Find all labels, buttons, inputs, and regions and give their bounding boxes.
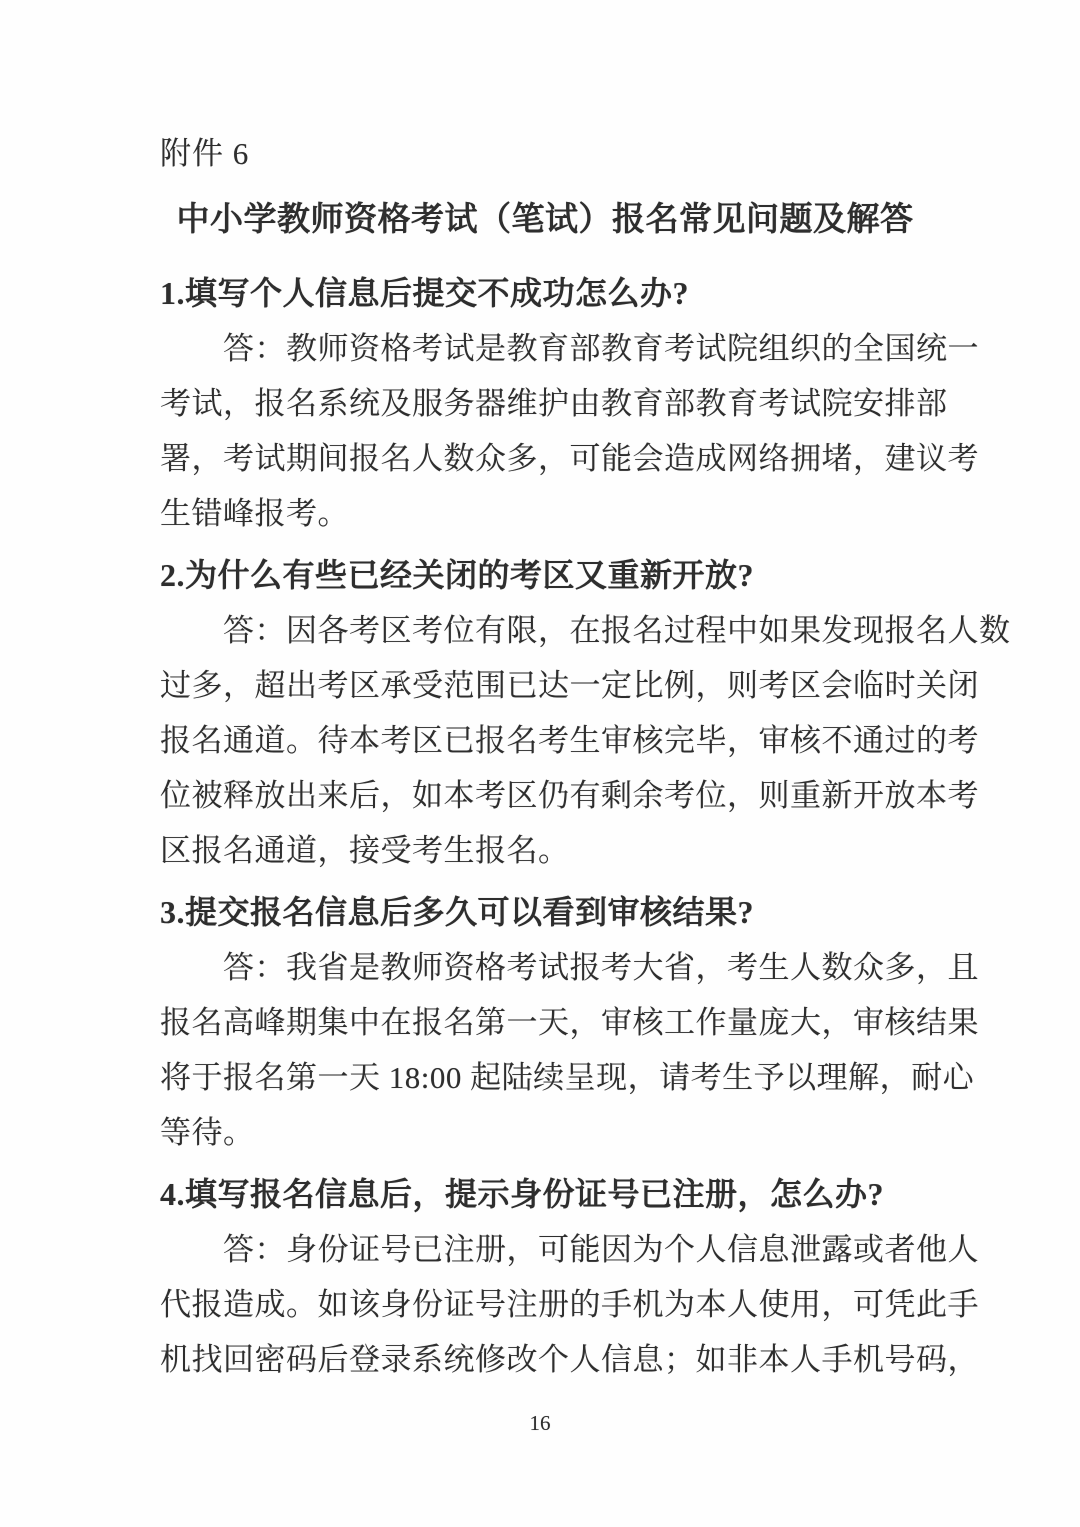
answer-line: 将于报名第一天 18:00 起陆续呈现，请考生予以理解，耐心 [160, 1060, 975, 1095]
answer-line: 答：教师资格考试是教育部教育考试院组织的全国统一 [223, 331, 979, 366]
faq-item [160, 1167, 979, 1387]
answer-line: 机找回密码后登录系统修改个人信息；如非本人手机号码， [160, 1342, 979, 1377]
answer-line: 报名高峰期集中在报名第一天，审核工作量庞大，审核结果 [160, 1005, 979, 1040]
faq-question: 2.为什么有些已经关闭的考区又重新开放? [160, 557, 755, 593]
attachment-label: 附件 6 [160, 136, 250, 171]
document-title: 中小学教师资格考试（笔试）报名常见问题及解答 [176, 202, 914, 238]
faq-question: 3.提交报名信息后多久可以看到审核结果? [160, 894, 755, 930]
faq-item [160, 885, 979, 1160]
faq-item [160, 266, 979, 541]
answer-line: 等待。 [160, 1115, 255, 1150]
answer-line: 署，考试期间报名人数众多，可能会造成网络拥堵，建议考 [160, 441, 979, 476]
faq-question: 1.填写个人信息后提交不成功怎么办? [160, 275, 690, 311]
answer-line: 过多，超出考区承受范围已达一定比例，则考区会临时关闭 [160, 668, 979, 703]
faq-item [160, 548, 1011, 878]
faq-list [160, 266, 1011, 1387]
answer-line: 答：我省是教师资格考试报考大省，考生人数众多，且 [223, 950, 979, 985]
page-number: 16 [529, 1411, 551, 1435]
answer-line: 生错峰报考。 [160, 496, 349, 531]
answer-line: 代报造成。如该身份证号注册的手机为本人使用，可凭此手 [160, 1287, 979, 1322]
document-content [160, 126, 1011, 1387]
faq-question: 4.填写报名信息后，提示身份证号已注册，怎么办? [160, 1176, 885, 1212]
answer-line: 答：因各考区考位有限，在报名过程中如果发现报名人数 [223, 613, 1011, 648]
answer-line: 位被释放出来后，如本考区仍有剩余考位，则重新开放本考 [160, 778, 979, 813]
spacer [160, 248, 930, 254]
answer-line: 区报名通道，接受考生报名。 [160, 833, 570, 868]
answer-line: 报名通道。待本考区已报名考生审核完毕，审核不通过的考 [160, 723, 979, 758]
answer-line: 考试，报名系统及服务器维护由教育部教育考试院安排部 [160, 386, 948, 421]
answer-line: 答：身份证号已注册，可能因为个人信息泄露或者他人 [223, 1232, 979, 1267]
